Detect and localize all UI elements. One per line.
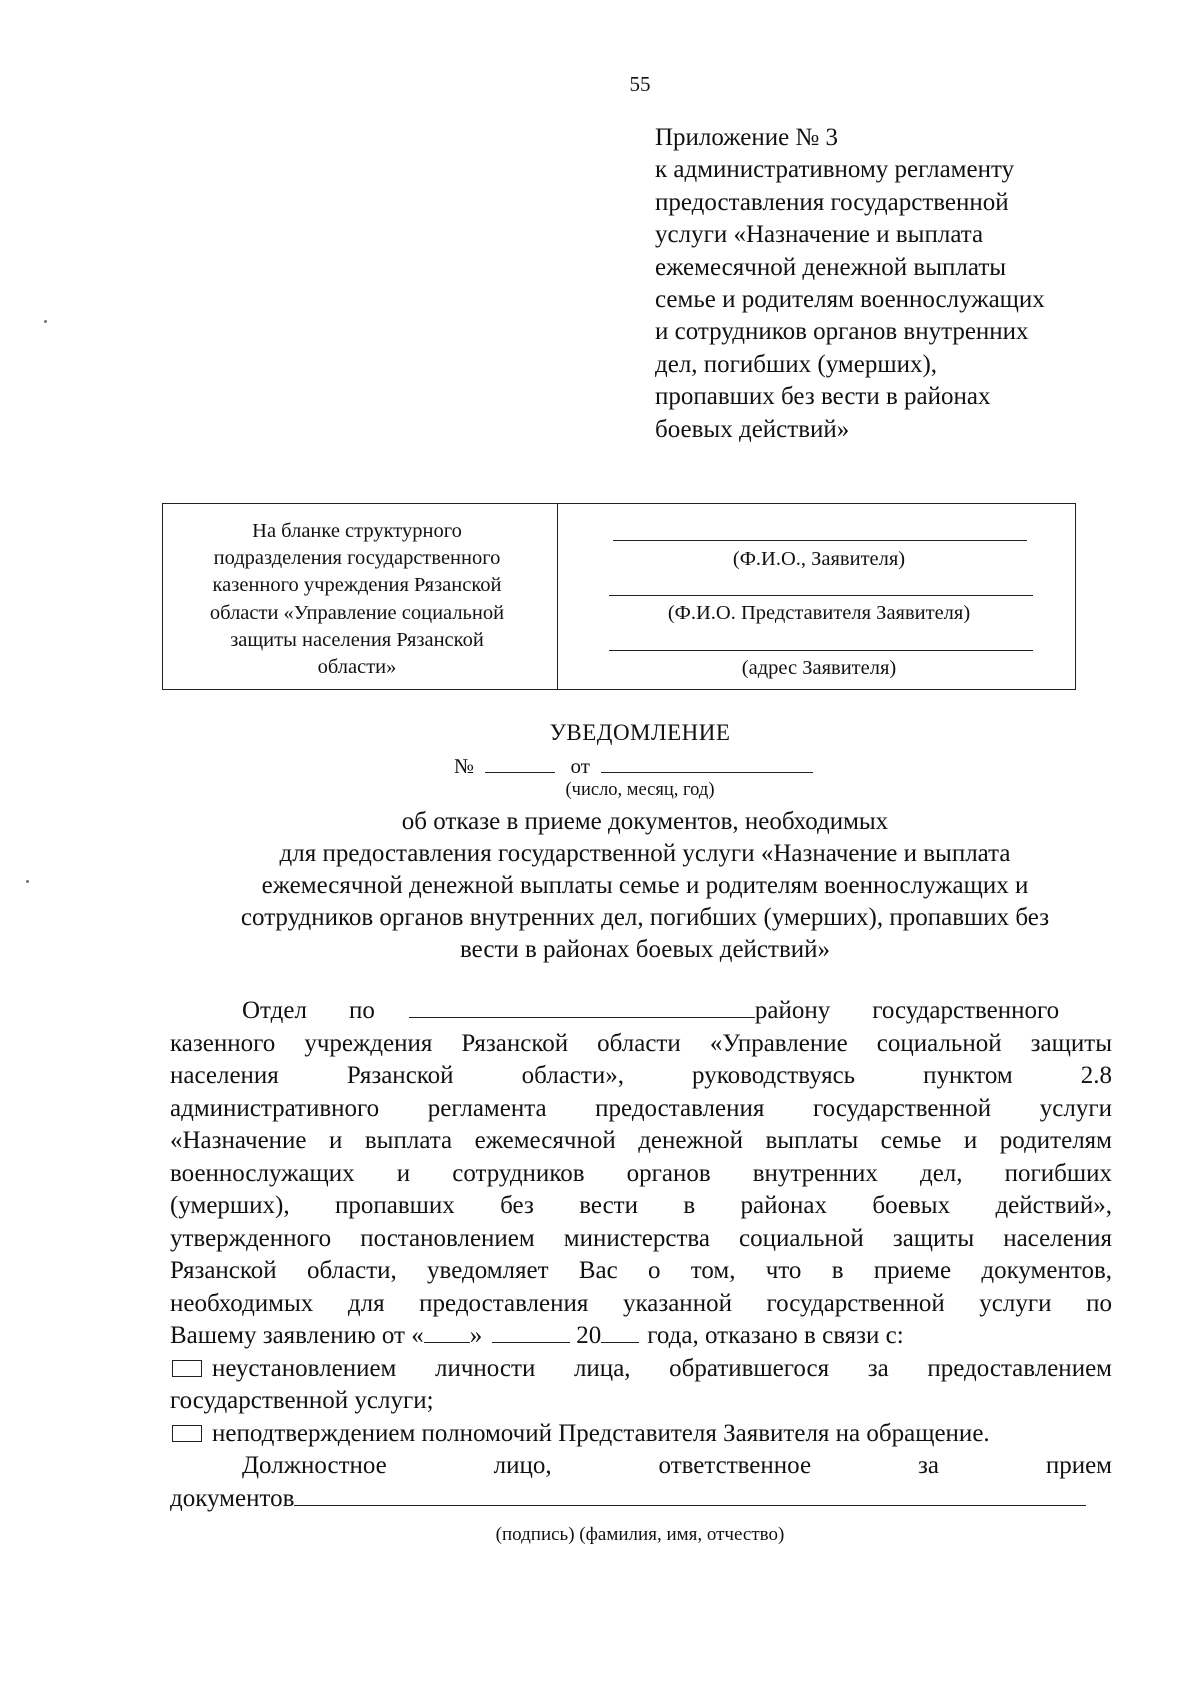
- letterhead-table: [162, 503, 1076, 690]
- scan-artifact: [26, 880, 29, 883]
- notice-title: УВЕДОМЛЕНИЕ: [549, 720, 731, 745]
- letterhead-line: казенного учреждения Рязанской: [212, 574, 502, 597]
- application-date-line: [170, 1320, 1112, 1353]
- body-line: административного регламента предоставления государственной услуги: [170, 1094, 1112, 1122]
- appendix-line: и сотрудников органов внутренних: [655, 318, 1029, 346]
- appendix-line: услуги «Назначение и выплата: [655, 221, 984, 249]
- appendix-line: к административному регламенту: [655, 156, 1015, 184]
- body-text: года, отказано в связи с:: [647, 1322, 904, 1349]
- number-label: №: [454, 754, 475, 778]
- notice-date-field[interactable]: [601, 752, 813, 773]
- notice-body: [170, 995, 1112, 1515]
- body-line: (умерших), пропавших без вести в районах боевых действий»,: [170, 1192, 1112, 1219]
- reason-identity-line: [170, 1353, 1112, 1386]
- district-field[interactable]: [409, 999, 755, 1018]
- body-text: Отдел: [242, 997, 307, 1024]
- signature-caption: (подпись) (фамилия, имя, отчество): [495, 1524, 785, 1545]
- appendix-line: Приложение № 3: [655, 124, 839, 151]
- letterhead-line: защиты населения Рязанской: [230, 628, 484, 651]
- notice-subject: [170, 806, 1120, 966]
- scan-artifact: [44, 320, 47, 323]
- table-divider: [557, 504, 558, 689]
- body-first-line: [170, 995, 1112, 1028]
- letterhead-line: На бланке структурного: [252, 520, 462, 542]
- notice-number-field[interactable]: [485, 752, 555, 773]
- reason-authority-line: [170, 1418, 1112, 1451]
- subject-line: ежемесячной денежной выплаты семье и родителям военнослужащих и: [261, 872, 1029, 899]
- reason-identity-checkbox[interactable]: [172, 1360, 202, 1377]
- appendix-header: [655, 122, 1125, 446]
- subject-line: сотрудников органов внутренних дел, погибших (умерших), пропавших без: [240, 904, 1050, 931]
- body-text: Вашему заявлению от «: [170, 1322, 424, 1349]
- application-day-field[interactable]: [424, 1324, 470, 1343]
- official-line: Должностное лицо, ответственное за прием: [242, 1452, 1112, 1479]
- body-text: по: [348, 997, 375, 1024]
- letterhead-line: области «Управление социальной: [209, 601, 505, 624]
- reason-authority-checkbox[interactable]: [172, 1425, 202, 1442]
- subject-line: вести в районах боевых действий»: [459, 936, 831, 963]
- representative-caption: (Ф.И.О. Представителя Заявителя): [667, 602, 971, 624]
- letterhead-line: подразделения государственного: [213, 547, 501, 570]
- notice-number-line: [454, 752, 813, 779]
- application-month-field[interactable]: [492, 1324, 570, 1343]
- appendix-line: ежемесячной денежной выплаты: [655, 253, 1007, 281]
- applicant-name-field[interactable]: [613, 540, 1027, 541]
- page-number: 55: [629, 72, 651, 96]
- address-caption: (адрес Заявителя): [741, 657, 897, 679]
- reason-text: неустановлением личности лица, обратившегося за предоставлением: [212, 1354, 1112, 1382]
- subject-line: об отказе в приеме документов, необходимых: [401, 808, 889, 835]
- appendix-line: предоставления государственной: [655, 188, 1009, 216]
- body-text: району: [754, 997, 831, 1024]
- appendix-line: семье и родителям военнослужащих: [655, 286, 1045, 314]
- applicant-address-field[interactable]: [609, 650, 1033, 651]
- representative-name-field[interactable]: [609, 595, 1033, 596]
- reason-text: неподтверждением полномочий Представителя Заявителя на обращение.: [212, 1419, 990, 1447]
- reason-identity-line-2: государственной услуги;: [170, 1387, 434, 1414]
- signature-field[interactable]: [294, 1485, 1086, 1506]
- subject-line: для предоставления государственной услуги «Назначение и выплата: [279, 840, 1011, 867]
- application-year-field[interactable]: [601, 1324, 639, 1343]
- from-label: от: [570, 754, 590, 778]
- body-line: утвержденного постановлением министерства социальной защиты населения: [170, 1224, 1112, 1252]
- body-text: »: [469, 1322, 483, 1349]
- documents-line: [170, 1483, 1112, 1516]
- body-text: 20: [576, 1322, 602, 1349]
- body-text: государственного: [872, 997, 1060, 1024]
- applicant-caption: (Ф.И.О., Заявителя): [732, 548, 906, 570]
- body-line: населения Рязанской области», руководствуясь пунктом 2.8: [170, 1062, 1112, 1089]
- appendix-line: дел, погибших (умерших),: [655, 350, 938, 378]
- body-line: военнослужащих и сотрудников органов внутренних дел, погибших: [170, 1159, 1112, 1187]
- documents-label: документов: [170, 1484, 295, 1512]
- body-line: Рязанской области, уведомляет Вас о том, что в приеме документов,: [170, 1257, 1112, 1284]
- appendix-line: боевых действий»: [655, 415, 850, 443]
- appendix-line: пропавших без вести в районах: [655, 383, 991, 411]
- letterhead-cell: [169, 518, 545, 681]
- date-caption: (число, месяц, год): [565, 780, 715, 800]
- letterhead-line: области»: [317, 656, 397, 679]
- body-line: казенного учреждения Рязанской области «Управление социальной защиты: [170, 1029, 1112, 1057]
- recipient-cell: [563, 504, 1075, 689]
- body-line: необходимых для предоставления указанной государственной услуги по: [170, 1289, 1112, 1317]
- body-line: «Назначение и выплата ежемесячной денежной выплаты семье и родителям: [170, 1127, 1112, 1154]
